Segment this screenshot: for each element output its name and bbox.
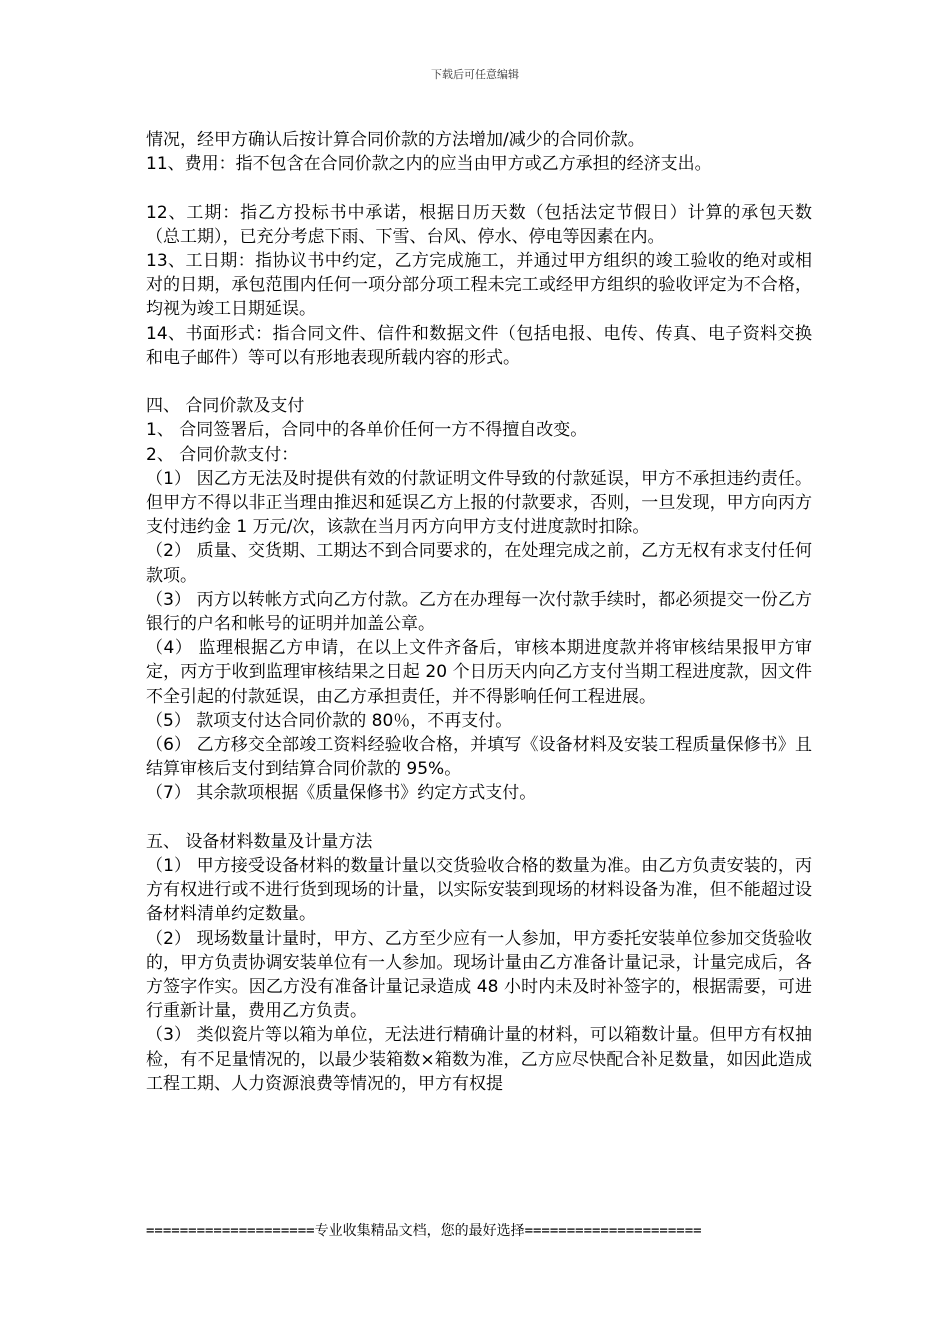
footer-banner: ====================专业收集精品文档，您的最好选择===================== — [146, 1223, 702, 1239]
clause-14-written-form: 14、书面形式：指合同文件、信件和数据文件（包括电报、电传、传真、电子资料交换和电子邮件）等可以有形地表现所载内容的形式。 — [146, 323, 812, 368]
section-5-heading: 五、 设备材料数量及计量方法 — [146, 831, 373, 852]
blank-line — [146, 370, 812, 394]
clause-12-duration: 12、工期：指乙方投标书中承诺，根据日历天数（包括法定节假日）计算的承包天数（总工期），已充分考虑下雨、下雪、台风、停水、停电等因素在内。 — [146, 202, 812, 247]
section-4-heading: 四、 合同价款及支付 — [146, 396, 305, 417]
payment-clause-3: （3） 丙方以转帐方式向乙方付款。乙方在办理每一次付款手续时，都必须提交一份乙方银行的户名和帐号的证明并加盖公章。 — [146, 589, 812, 635]
measurement-clause-2: （2） 现场数量计量时，甲方、乙方至少应有一人参加，甲方委托安装单位参加交货验收的，甲方负责协调安装单位有一人参加。现场计量由乙方准备计量记录，计量完成后，各方签字作实。因乙方没有准备计量记录造成 48 小时内未及时补签字的，根据需要，可进行重新计量，费用乙方负责。 — [146, 928, 812, 1022]
clause-13-completion-date: 13、工日期：指协议书中约定，乙方完成施工，并通过甲方组织的竣工验收的绝对或相对的日期，承包范围内任何一项分部分项工程未完工或经甲方组织的验收评定为不合格，均视为竣工日期延误。 — [146, 251, 812, 320]
section-4-item-1: 1、 合同签署后，合同中的各单价任何一方不得擅自改变。 — [146, 420, 588, 441]
payment-clause-7: （7） 其余款项根据《质量保修书》约定方式支付。 — [146, 783, 537, 804]
payment-clause-2: （2） 质量、交货期、工期达不到合同要求的，在处理完成之前，乙方无权有求支付任何款项。 — [146, 541, 812, 586]
section-4-item-2: 2、 合同价款支付： — [146, 444, 299, 465]
header-note: 下载后可任意编辑 — [431, 68, 519, 81]
payment-clause-5: （5） 款项支付达合同价款的 80％，不再支付。 — [146, 710, 513, 731]
measurement-clause-1: （1） 甲方接受设备材料的数量计量以交货验收合格的数量为准。由乙方负责安装的，丙方有权进行或不进行货到现场的计量，以实际安装到现场的材料设备为准，但不能超过设备材料清单约定数量。 — [146, 856, 812, 925]
payment-clause-1: （1） 因乙方无法及时提供有效的付款证明文件导致的付款延误，甲方不承担违约责任。但甲方不得以非正当理由推迟和延误乙方上报的付款要求，否则，一旦发现，甲方向丙方支付违约金 1 万元/次，该款在当月丙方向甲方支付进度款时扣除。 — [146, 468, 812, 538]
document-body — [146, 128, 812, 1096]
measurement-clause-3: （3） 类似瓷片等以箱为单位，无法进行精确计量的材料，可以箱数计量。但甲方有权抽检，有不足量情况的，以最少装箱数×箱数为准，乙方应尽快配合补足数量，如因此造成工程工期、人力资源浪费等情况的，甲方有权提 — [146, 1025, 812, 1094]
clause-11-expenses: 11、费用：指不包含在合同价款之内的应当由甲方或乙方承担的经济支出。 — [146, 154, 712, 175]
blank-line — [146, 176, 812, 200]
paragraph-1: 情况，经甲方确认后按计算合同价款的方法增加/减少的合同价款。 — [146, 130, 645, 150]
payment-clause-6: （6） 乙方移交全部竣工资料经验收合格，并填写《设备材料及安装工程质量保修书》且结算审核后支付到结算合同价款的 95%。 — [146, 735, 812, 780]
payment-clause-4: （4） 监理根据乙方申请，在以上文件齐备后，审核本期进度款并将审核结果报甲方审定，丙方于收到监理审核结果之日起 20 个日历天内向乙方支付当期工程进度款，因文件不全引起的付款延误，由乙方承担责任，并不得影响任何工程进展。 — [146, 638, 812, 707]
blank-line — [146, 806, 812, 830]
